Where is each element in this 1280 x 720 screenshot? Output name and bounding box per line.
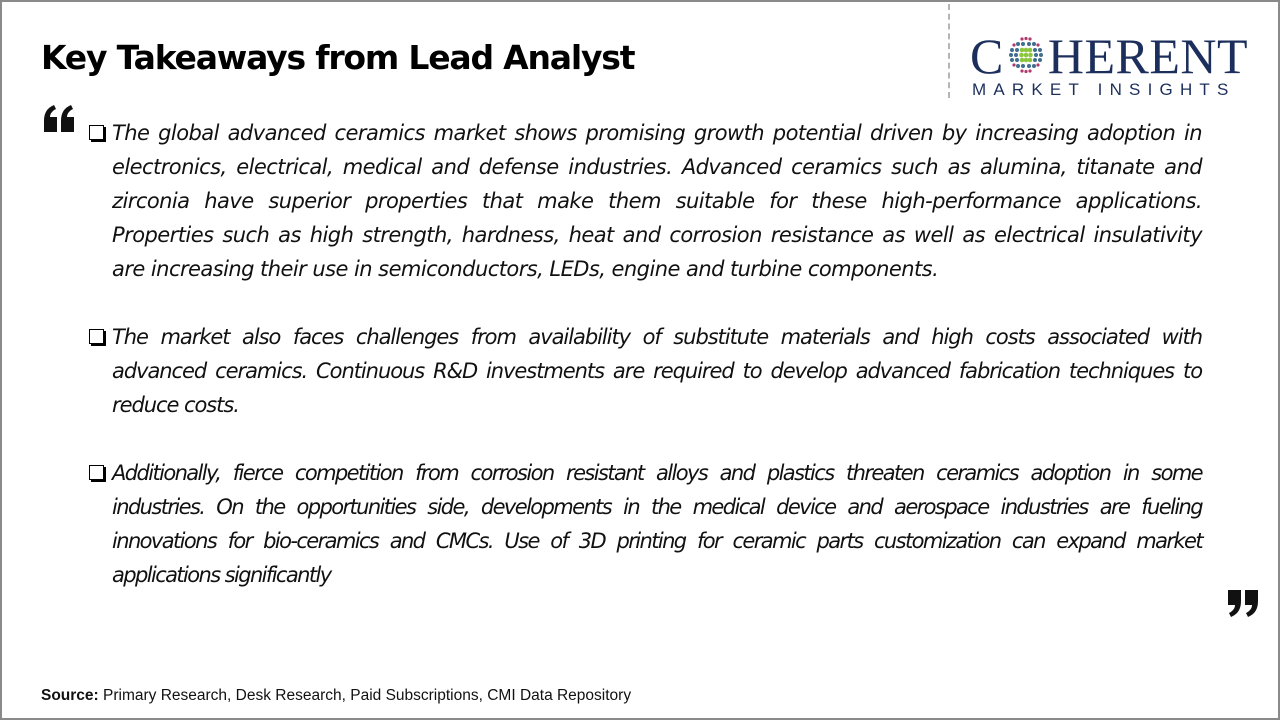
logo-letters-herent: HERENT [1047, 28, 1249, 84]
source-text: Primary Research, Desk Research, Paid Subscriptions, CMI Data Repository [98, 687, 632, 704]
open-quote-icon [42, 102, 78, 138]
checkbox-bullet-icon [89, 329, 104, 344]
takeaway-item [88, 116, 1202, 286]
logo-tagline: MARKET INSIGHTS [972, 80, 1236, 99]
takeaway-item [88, 456, 1202, 592]
close-quote-icon [1224, 586, 1260, 622]
takeaway-item [88, 320, 1202, 422]
source-note [41, 687, 631, 705]
takeaways-list [88, 116, 1202, 592]
company-logo [970, 28, 1262, 102]
logo-letter-c: C [970, 28, 1004, 84]
takeaway-text: The market also faces challenges from availability of substitute materials and high costs associated with advanced ceramics. Continuous R&D investments are required to develop advanced fabrication techniques to reduce costs. [112, 325, 1202, 417]
checkbox-bullet-icon [89, 465, 104, 480]
logo-divider [948, 4, 950, 98]
dotted-globe-icon [1006, 34, 1046, 74]
source-label: Source: [41, 687, 99, 704]
checkbox-bullet-icon [89, 125, 104, 140]
logo-wordmark [970, 28, 1249, 84]
takeaway-text: The global advanced ceramics market shows promising growth potential driven by increasing adoption in electronics, electrical, medical and defense industries. Advanced ceramics such as alumina, titanate and zirconia have superior properties that make them suitable for these high-performance applications. Properties such as high strength, hardness, heat and corrosion resistance as well as electrical insulativity are increasing their use in semiconductors, LEDs, engine and turbine components. [112, 121, 1202, 281]
page-title: Key Takeaways from Lead Analyst [41, 38, 635, 77]
takeaway-text: Additionally, fierce competition from corrosion resistant alloys and plastics threaten ceramics adoption in some industries. On the opportunities side, developments in the medical device and aerospace industries are fueling innovations for bio-ceramics and CMCs. Use of 3D printing for ceramic parts customization can expand market applications significantly [112, 461, 1202, 587]
